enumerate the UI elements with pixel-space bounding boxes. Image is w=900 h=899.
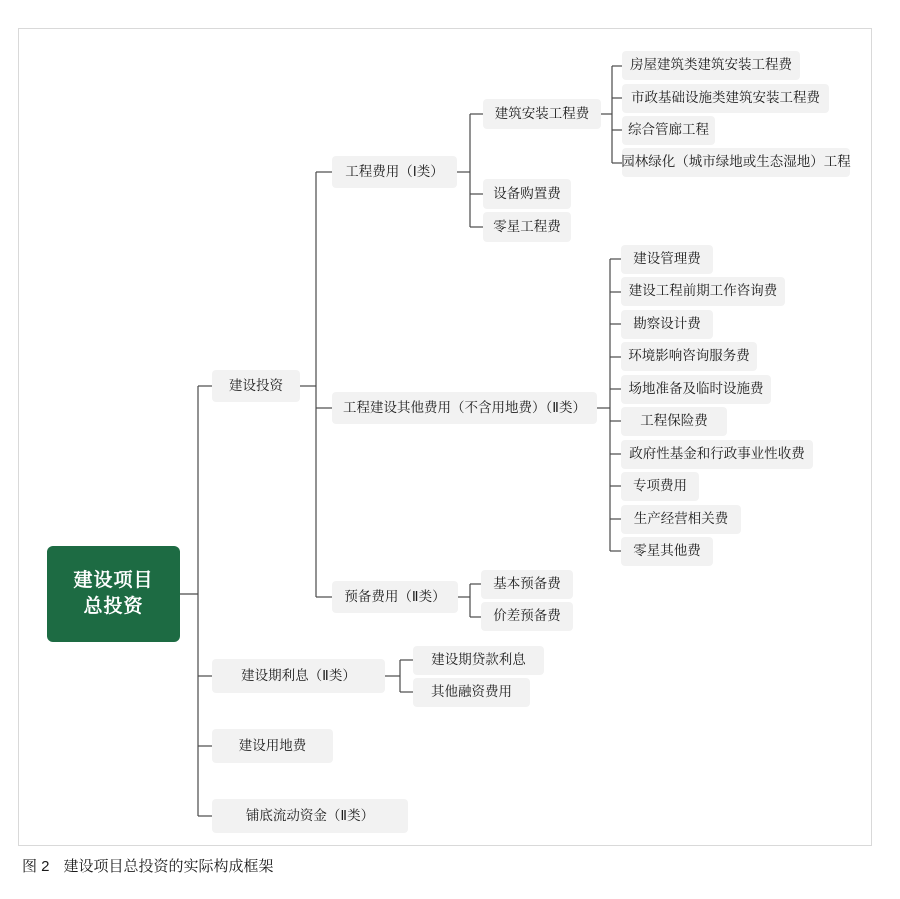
node-basic-reserve-fee: 基本预备费 (481, 570, 573, 599)
node-environmental-impact-fee: 环境影响咨询服务费 (621, 342, 757, 371)
node-equipment-purchase-cost: 设备购置费 (483, 179, 571, 209)
node-other-financing-cost: 其他融资费用 (413, 678, 530, 707)
node-municipal-infrastructure-works: 市政基础设施类建筑安装工程费 (622, 84, 829, 113)
root-line-1: 建设项目 (73, 570, 154, 592)
node-land-use-cost: 建设用地费 (212, 729, 333, 763)
node-construction-installation-cost: 建筑安装工程费 (483, 99, 601, 129)
root-line-2: 总投资 (83, 596, 144, 617)
node-production-operation-fee: 生产经营相关费 (621, 505, 741, 534)
node-working-capital: 铺底流动资金（Ⅱ类） (212, 799, 408, 833)
node-site-preparation-fee: 场地准备及临时设施费 (621, 375, 771, 404)
figure-caption (22, 855, 274, 876)
node-preliminary-consulting-fee: 建设工程前期工作咨询费 (621, 277, 785, 306)
figure-caption-text: 建设项目总投资的实际构成框架 (63, 858, 274, 875)
node-miscellaneous-other-fee: 零星其他费 (621, 537, 713, 566)
node-price-difference-reserve-fee: 价差预备费 (481, 602, 573, 631)
node-landscaping-works: 园林绿化（城市绿地或生态湿地）工程 (622, 148, 850, 177)
node-engineering-insurance-fee: 工程保险费 (621, 407, 727, 436)
node-construction-management-fee: 建设管理费 (621, 245, 713, 274)
node-construction-investment: 建设投资 (212, 370, 300, 402)
node-survey-design-fee: 勘察设计费 (621, 310, 713, 339)
node-building-installation-works: 房屋建筑类建筑安装工程费 (622, 51, 800, 80)
root-node (47, 546, 180, 642)
node-engineering-cost: 工程费用（Ⅰ类） (332, 156, 457, 188)
node-special-expense: 专项费用 (621, 472, 699, 501)
node-construction-loan-interest: 建设期贷款利息 (413, 646, 544, 675)
node-miscellaneous-engineering-cost: 零星工程费 (483, 212, 571, 242)
figure-caption-label: 图 2 (22, 858, 50, 875)
node-other-construction-costs: 工程建设其他费用（不含用地费）（Ⅱ类） (332, 392, 597, 424)
node-reserve-cost: 预备费用（Ⅱ类） (332, 581, 458, 613)
node-utility-tunnel-works: 综合管廊工程 (622, 116, 715, 145)
node-government-fund-fee: 政府性基金和行政事业性收费 (621, 440, 813, 469)
node-interest-during-construction: 建设期利息（Ⅱ类） (212, 659, 385, 693)
